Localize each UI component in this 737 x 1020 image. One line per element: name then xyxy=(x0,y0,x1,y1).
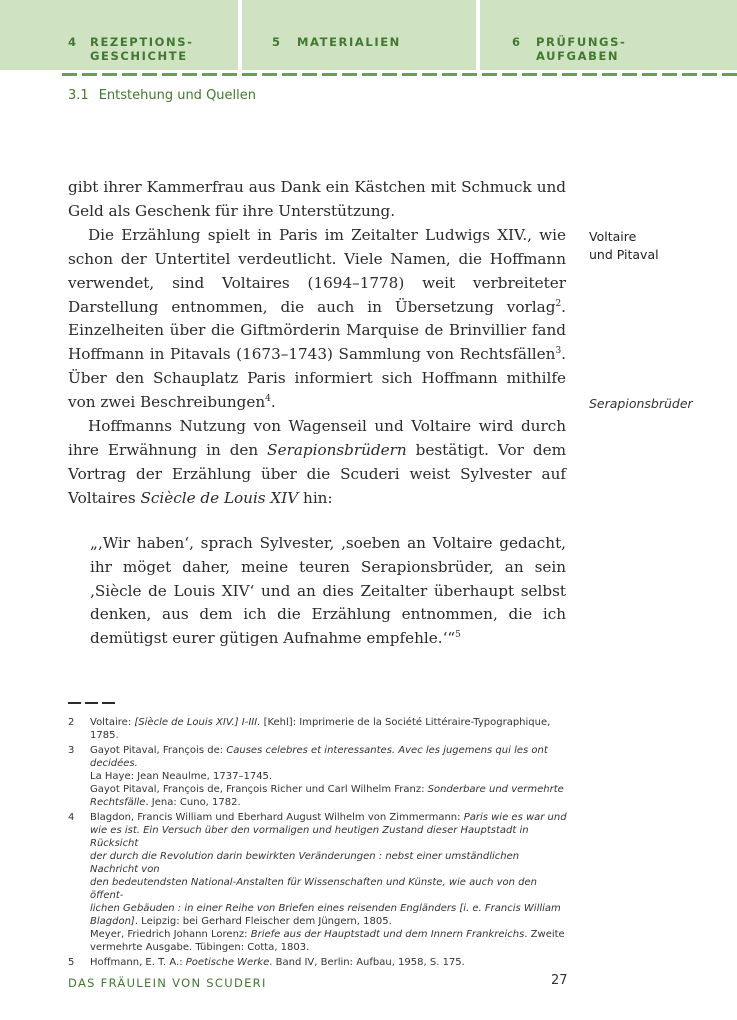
margin-note-line: und Pitaval xyxy=(589,247,659,262)
section-heading xyxy=(68,88,256,103)
footnote-title: Briefe aus der Hauptstadt und dem Innern Frankreichs xyxy=(250,929,525,940)
footnote-text: [Kehl]: Imprimerie de la Société Littéraire-Typographique, xyxy=(260,717,551,728)
footnote-text: Voltaire: xyxy=(90,717,135,728)
paragraph xyxy=(68,176,566,224)
footnote-ref[interactable]: 4 xyxy=(265,394,271,405)
footnote-title: Rechtsfälle xyxy=(90,797,146,808)
footnote-number: 2 xyxy=(68,717,75,728)
paragraph-text: bestätigt. Vor dem Vortrag der Erzählung über die Scuderi weist Sylvester auf Voltaires xyxy=(68,440,566,507)
running-footer-title: DAS FRÄULEIN VON SCUDERI xyxy=(68,976,267,990)
paragraph xyxy=(68,415,566,511)
footnote-text: Blagdon, Francis William und Eberhard August Wilhelm von Zimmermann: xyxy=(90,812,464,823)
footnote-text: Gayot Pitaval, François de, François Richer und Carl Wilhelm Franz: xyxy=(90,784,428,795)
paragraph-text: . Einzelheiten über die Giftmörderin Marquise de Brinvillier fand Hoffmann in Pitavals (1673–1743) Sammlung von Rechtsfällen xyxy=(68,297,566,364)
block-quote xyxy=(68,532,566,652)
paragraph-text: Hoffmanns Nutzung von Wagenseil und Voltaire wird durch ihre Erwähnung in den xyxy=(68,417,566,459)
paragraph-text: gibt ihrer Kammerfrau aus Dank ein Kästchen mit Schmuck und Geld als Geschenk für ihre Unterstützung. xyxy=(68,178,566,220)
footnote-ref[interactable]: 5 xyxy=(455,630,461,641)
footnote-title: [Siècle de Louis XIV.] I-III. xyxy=(134,717,261,728)
chapter-tabs xyxy=(0,0,737,70)
main-text xyxy=(68,176,566,651)
footnote-number: 4 xyxy=(68,812,75,823)
footnote-title: der durch die Revolution darin bewirkten Veränderungen : nebst einer umständlichen Nachricht von xyxy=(90,851,520,875)
footnote-number: 3 xyxy=(68,745,75,756)
footnote-text: . Zweite xyxy=(524,929,565,940)
tab-number: 6 xyxy=(512,35,522,49)
paragraph-text: . xyxy=(270,393,276,412)
footnote-text: La Haye: Jean Neaulme, 1737–1745. xyxy=(90,771,273,782)
margin-note-line: Voltaire xyxy=(589,229,637,244)
margin-note xyxy=(589,228,729,264)
paragraph-text: hin: xyxy=(298,488,333,507)
footnote-title: Causes celebres et interessantes. Avec les jugemens qui les ont decidées. xyxy=(90,745,548,769)
margin-note: Serapionsbrüder xyxy=(589,396,693,411)
footnote xyxy=(68,716,568,742)
footnote xyxy=(68,811,568,954)
tab-number: 4 xyxy=(68,35,78,49)
footnote-ref[interactable]: 3 xyxy=(555,346,562,357)
footnote xyxy=(68,956,568,969)
tab-label: REZEPTIONS- GESCHICHTE xyxy=(90,35,194,63)
work-title: Serapionsbrüdern xyxy=(267,440,407,459)
header-divider xyxy=(62,73,737,76)
footnote-ref[interactable]: 2 xyxy=(555,298,562,309)
tab-number: 5 xyxy=(272,35,282,49)
tab-label: PRÜFUNGS- AUFGABEN xyxy=(536,35,627,63)
footnote-text: . Band IV, Berlin: Aufbau, 1958, S. 175. xyxy=(269,957,465,968)
footnote-title: Blagdon] xyxy=(90,916,135,927)
footnote-title: den bedeutendsten National-Anstalten für Wissenschaften und Künste, wie auch von den öffent- xyxy=(90,877,537,901)
section-title: Entstehung und Quellen xyxy=(98,88,257,103)
footnote-text: Hoffmann, E. T. A.: xyxy=(90,957,186,968)
footnote-text: Meyer, Friedrich Johann Lorenz: xyxy=(90,929,251,940)
paragraph-text: . Über den Schauplatz Paris informiert sich Hoffmann mithilfe von zwei Beschreibungen xyxy=(68,345,566,412)
footnote-title: wie es ist. Ein Versuch über den vormaligen und heutigen Zustand dieser Hauptstadt in Rücksicht xyxy=(90,825,529,849)
work-title: Sciècle de Louis XIV xyxy=(140,488,299,507)
footnote-text: . Jena: Cuno, 1782. xyxy=(145,797,241,808)
footnote-text: 1785. xyxy=(90,730,119,741)
footnote-title: lichen Gebäuden : in einer Reihe von Briefen eines reisenden Engländers [i. e. Francis William xyxy=(90,903,561,914)
section-number: 3.1 xyxy=(68,88,89,103)
footnote-title: Paris wie es war und xyxy=(463,812,567,823)
footnote-number: 5 xyxy=(68,957,75,968)
tab-label: MATERIALIEN xyxy=(297,35,401,49)
quote-text: „‚Wir haben‘, sprach Sylvester, ‚soeben an Voltaire gedacht, ihr möget daher, meine teuren Serapionsbrüder, an sein ‚Siècle de Louis XIV‘ und an dies Zeitalter überhaupt selbst denken, aus dem ich die Erzählung entnommen, die ich demütigst eurer gütigen Aufnahme empfehle.‘“ xyxy=(90,533,566,648)
footnote-divider xyxy=(68,702,116,704)
footnotes xyxy=(68,716,568,971)
footnote-text: Gayot Pitaval, François de: xyxy=(90,745,227,756)
page-number: 27 xyxy=(551,973,568,988)
footnote-title: Poetische Werke xyxy=(185,957,270,968)
footnote xyxy=(68,744,568,809)
paragraph-text: Die Erzählung spielt in Paris im Zeitalter Ludwigs XIV., wie schon der Untertitel verdeutlicht. Viele Namen, die Hoffmann verwendet, sind Voltaires (1694–1778) weit verbreiteter Darstellung entnommen, die auch in Übersetzung vorlag xyxy=(68,225,566,316)
footnote-text: vermehrte Ausgabe. Tübingen: Cotta, 1803. xyxy=(90,942,310,953)
footnote-text: . Leipzig: bei Gerhard Fleischer dem Jüngern, 1805. xyxy=(134,916,392,927)
footnote-title: Sonderbare und vermehrte xyxy=(427,784,564,795)
tab-rezeptionsgeschichte[interactable] xyxy=(0,0,238,70)
tab-materialien[interactable] xyxy=(242,0,476,70)
paragraph xyxy=(68,224,566,415)
tab-pruefungsaufgaben[interactable] xyxy=(480,0,737,70)
